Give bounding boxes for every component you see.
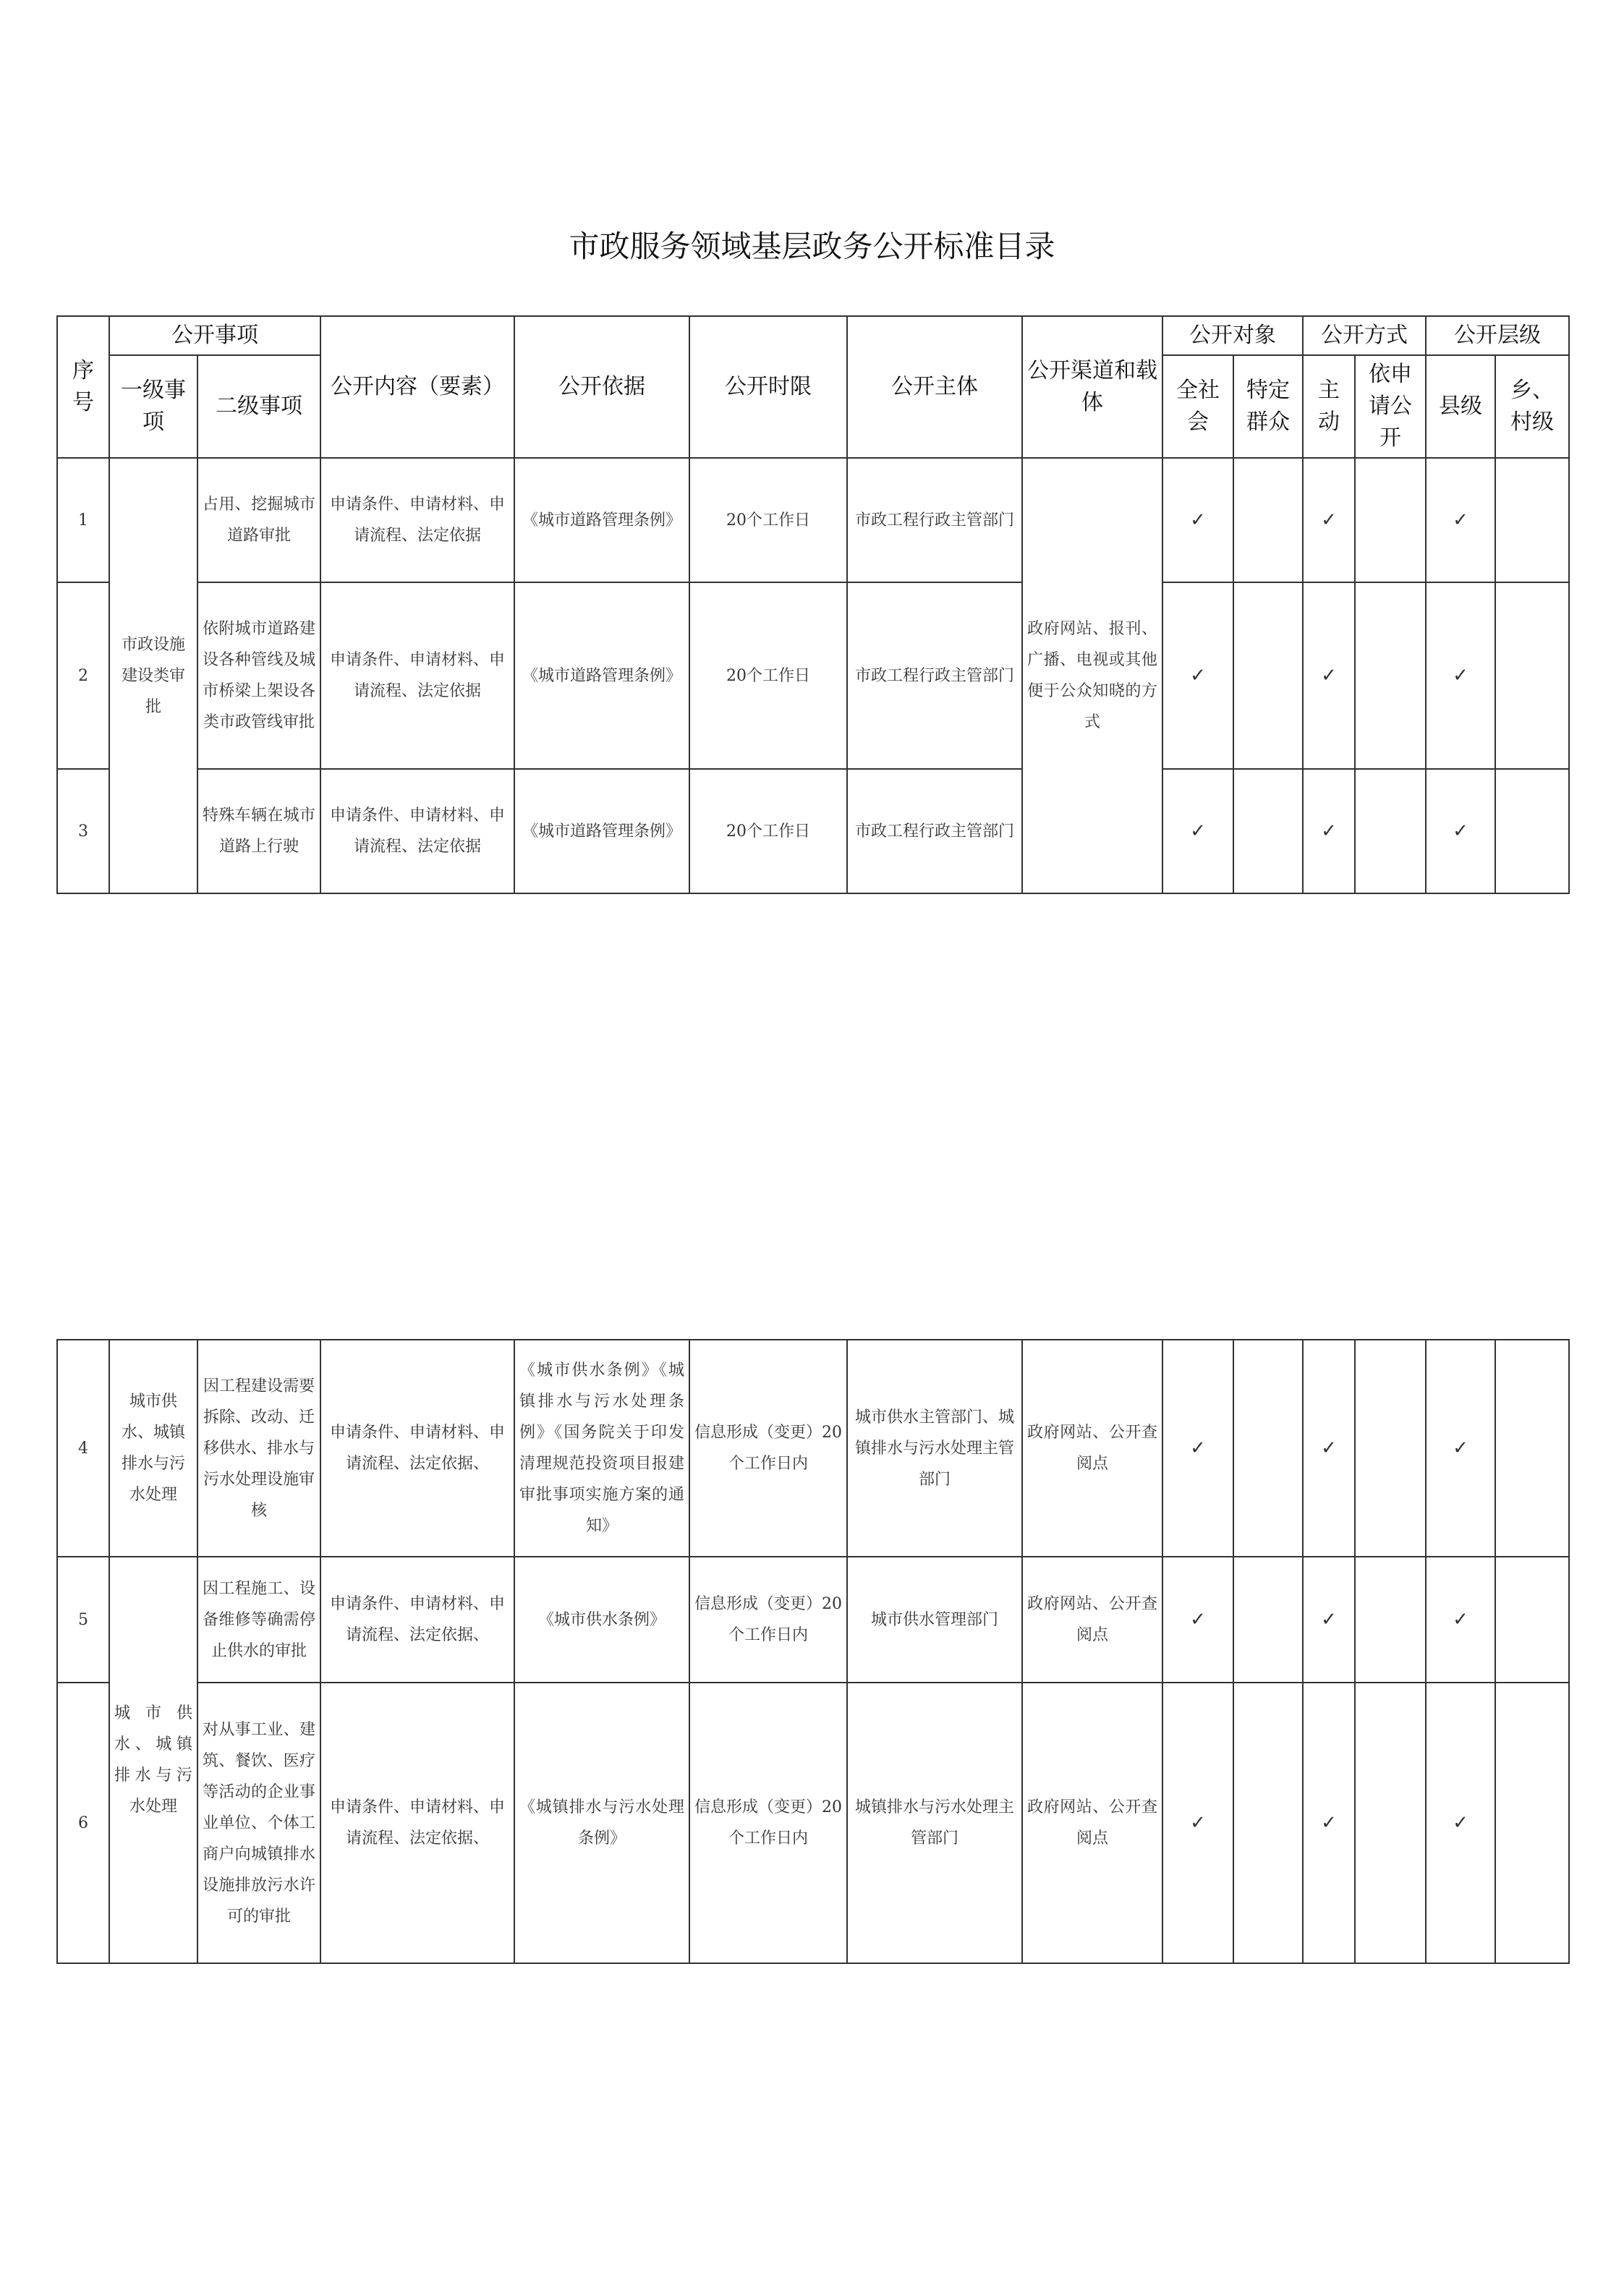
empty-cell [1495, 1683, 1569, 1963]
empty-cell [1355, 582, 1426, 769]
check-audience-all: ✓ [1162, 458, 1233, 582]
header-method-request: 依申请公开 [1355, 355, 1426, 458]
header-seq: 序号 [57, 316, 109, 458]
check-audience-all: ✓ [1162, 1683, 1233, 1963]
table-row [57, 582, 1569, 769]
row-level1: 城市供水、城镇排水与污水处理 [109, 1557, 197, 1963]
check-level-county: ✓ [1426, 1557, 1495, 1683]
row-content: 申请条件、申请材料、申请流程、法定依据 [320, 458, 514, 582]
check-method-active: ✓ [1303, 1683, 1355, 1963]
table-row [57, 1340, 1569, 1557]
row-seq: 5 [57, 1557, 109, 1683]
header-subject: 公开主体 [847, 316, 1022, 458]
check-level-county: ✓ [1426, 582, 1495, 769]
empty-cell [1355, 1340, 1426, 1557]
empty-cell [1495, 1340, 1569, 1557]
table-row [57, 769, 1569, 893]
row-content: 申请条件、申请材料、申请流程、法定依据、 [320, 1683, 514, 1963]
header-public-items: 公开事项 [109, 316, 320, 355]
table-row [57, 458, 1569, 582]
row-channel: 政府网站、报刊、广播、电视或其他便于公众知晓的方式 [1022, 458, 1162, 893]
row-content: 申请条件、申请材料、申请流程、法定依据、 [320, 1340, 514, 1557]
row-subject: 城市供水主管部门、城镇排水与污水处理主管部门 [847, 1340, 1022, 1557]
row-level2: 对从事工业、建筑、餐饮、医疗等活动的企业事业单位、个体工商户向城镇排水设施排放污水许可的审批 [197, 1683, 320, 1963]
row-level2: 因工程施工、设备维修等确需停止供水的审批 [197, 1557, 320, 1683]
row-time-limit: 20个工作日 [689, 582, 847, 769]
empty-cell [1233, 1340, 1303, 1557]
check-method-active: ✓ [1303, 582, 1355, 769]
check-audience-all: ✓ [1162, 1340, 1233, 1557]
row-content: 申请条件、申请材料、申请流程、法定依据 [320, 582, 514, 769]
row-level2: 占用、挖掘城市道路审批 [197, 458, 320, 582]
catalog-table-1 [56, 315, 1570, 894]
check-method-active: ✓ [1303, 1340, 1355, 1557]
row-seq: 6 [57, 1683, 109, 1963]
row-level1: 城市供水、城镇排水与污水处理 [109, 1340, 197, 1557]
header-level-town: 乡、村级 [1495, 355, 1569, 458]
empty-cell [1233, 1683, 1303, 1963]
check-level-county: ✓ [1426, 1340, 1495, 1557]
row-basis: 《城市道路管理条例》 [514, 458, 689, 582]
check-method-active: ✓ [1303, 769, 1355, 893]
header-level: 公开层级 [1426, 316, 1569, 355]
row-basis: 《城市道路管理条例》 [514, 582, 689, 769]
row-subject: 市政工程行政主管部门 [847, 458, 1022, 582]
row-time-limit: 20个工作日 [689, 458, 847, 582]
empty-cell [1495, 458, 1569, 582]
row-channel: 政府网站、公开查阅点 [1022, 1557, 1162, 1683]
header-audience: 公开对象 [1162, 316, 1303, 355]
row-seq: 2 [57, 582, 109, 769]
row-basis: 《城市供水条例》《城镇排水与污水处理条例》《国务院关于印发清理规范投资项目报建审批事项实施方案的通知》 [514, 1340, 689, 1557]
empty-cell [1355, 1557, 1426, 1683]
check-level-county: ✓ [1426, 769, 1495, 893]
row-seq: 1 [57, 458, 109, 582]
header-audience-specific: 特定群众 [1233, 355, 1303, 458]
check-audience-all: ✓ [1162, 1557, 1233, 1683]
empty-cell [1495, 769, 1569, 893]
empty-cell [1495, 1557, 1569, 1683]
row-seq: 3 [57, 769, 109, 893]
row-subject: 市政工程行政主管部门 [847, 769, 1022, 893]
empty-cell [1355, 1683, 1426, 1963]
header-level2: 二级事项 [197, 355, 320, 458]
row-channel: 政府网站、公开查阅点 [1022, 1340, 1162, 1557]
row-time-limit: 信息形成（变更）20个工作日内 [689, 1557, 847, 1683]
row-basis: 《城镇排水与污水处理条例》 [514, 1683, 689, 1963]
empty-cell [1233, 769, 1303, 893]
header-content: 公开内容（要素） [320, 316, 514, 458]
header-level-county: 县级 [1426, 355, 1495, 458]
row-subject: 市政工程行政主管部门 [847, 582, 1022, 769]
row-time-limit: 信息形成（变更）20个工作日内 [689, 1340, 847, 1557]
empty-cell [1355, 458, 1426, 582]
check-level-county: ✓ [1426, 458, 1495, 582]
header-basis: 公开依据 [514, 316, 689, 458]
check-method-active: ✓ [1303, 1557, 1355, 1683]
header-time-limit: 公开时限 [689, 316, 847, 458]
check-audience-all: ✓ [1162, 769, 1233, 893]
check-level-county: ✓ [1426, 1683, 1495, 1963]
row-time-limit: 信息形成（变更）20个工作日内 [689, 1683, 847, 1963]
header-channel: 公开渠道和载体 [1022, 316, 1162, 458]
row-basis: 《城市供水条例》 [514, 1557, 689, 1683]
row-content: 申请条件、申请材料、申请流程、法定依据 [320, 769, 514, 893]
check-audience-all: ✓ [1162, 582, 1233, 769]
check-method-active: ✓ [1303, 458, 1355, 582]
table-row [57, 1683, 1569, 1963]
empty-cell [1233, 1557, 1303, 1683]
page-title: 市政服务领域基层政务公开标准目录 [569, 229, 1055, 264]
header-audience-all: 全社会 [1162, 355, 1233, 458]
row-content: 申请条件、申请材料、申请流程、法定依据、 [320, 1557, 514, 1683]
row-subject: 城市供水管理部门 [847, 1557, 1022, 1683]
row-level2: 特殊车辆在城市道路上行驶 [197, 769, 320, 893]
row-subject: 城镇排水与污水处理主管部门 [847, 1683, 1022, 1963]
table-row [57, 1557, 1569, 1683]
empty-cell [1495, 582, 1569, 769]
empty-cell [1233, 582, 1303, 769]
row-level2: 依附城市道路建设各种管线及城市桥梁上架设各类市政管线审批 [197, 582, 320, 769]
empty-cell [1233, 458, 1303, 582]
row-time-limit: 20个工作日 [689, 769, 847, 893]
header-level1: 一级事项 [109, 355, 197, 458]
row-basis: 《城市道路管理条例》 [514, 769, 689, 893]
row-seq: 4 [57, 1340, 109, 1557]
row-channel: 政府网站、公开查阅点 [1022, 1683, 1162, 1963]
catalog-table-2 [56, 1339, 1570, 1964]
header-method: 公开方式 [1303, 316, 1426, 355]
row-level1: 市政设施建设类审批 [109, 458, 197, 893]
header-method-active: 主动 [1303, 355, 1355, 458]
empty-cell [1355, 769, 1426, 893]
row-level2: 因工程建设需要拆除、改动、迁移供水、排水与污水处理设施审核 [197, 1340, 320, 1557]
